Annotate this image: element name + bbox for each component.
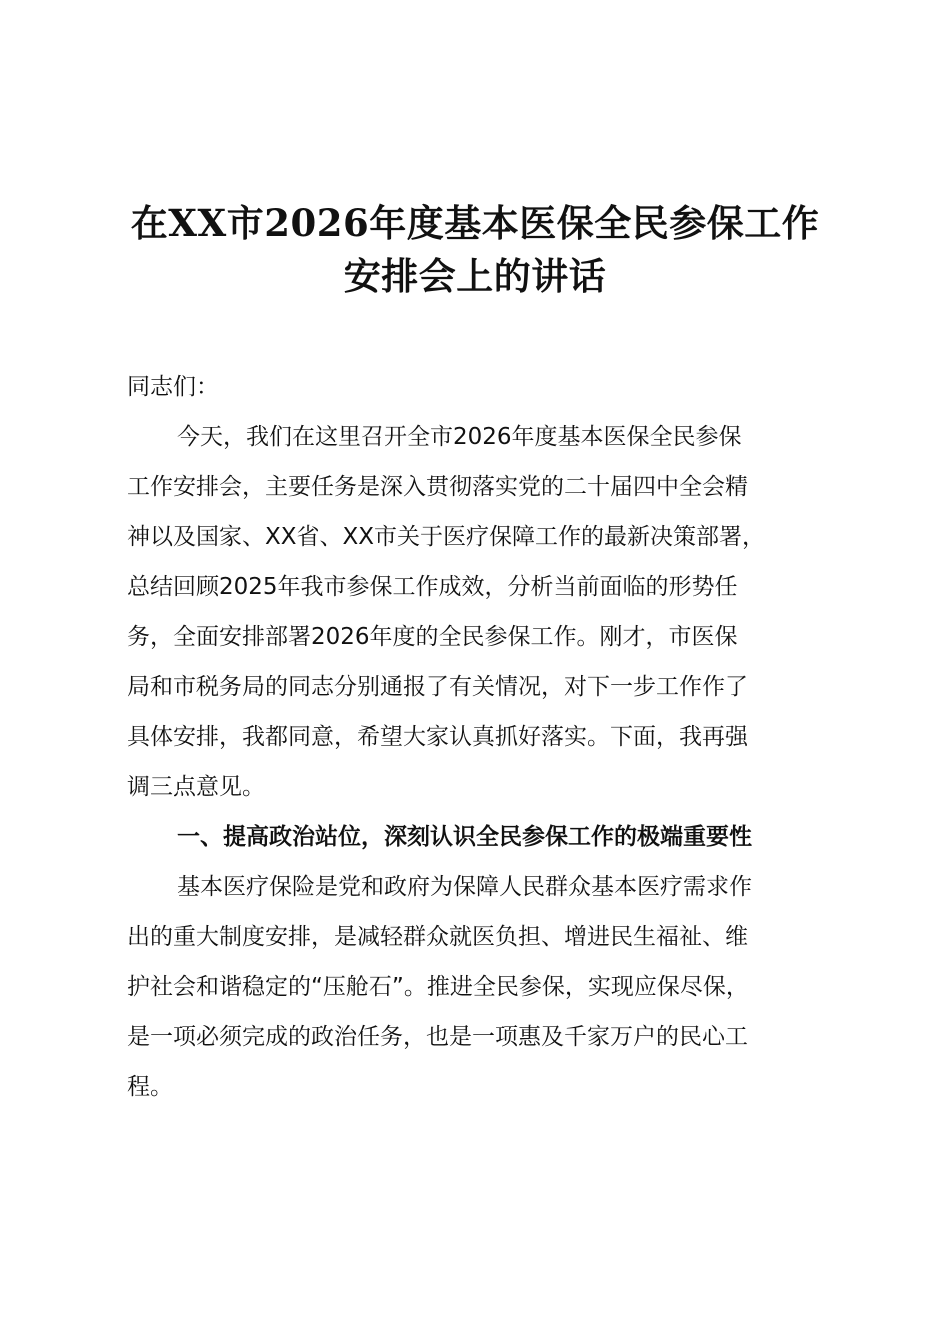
section-paragraph [127, 862, 823, 1112]
paragraph-line: 具体安排，我都同意，希望大家认真抓好落实。下面，我再强 [127, 724, 748, 750]
paragraph-line: 今天，我们在这里召开全市2026年度基本医保全民参保 [177, 424, 742, 450]
paragraph-line: 出的重大制度安排，是减轻群众就医负担、增进民生福祉、维 [127, 924, 748, 950]
opening-paragraph [127, 412, 823, 812]
speech-title [100, 197, 850, 303]
paragraph-line: 是一项必须完成的政治任务，也是一项惠及千家万户的民心工 [127, 1024, 748, 1050]
paragraph-line: 调三点意见。 [127, 774, 265, 800]
title-line-2: 安排会上的讲话 [343, 254, 607, 298]
paragraph-line: 局和市税务局的同志分别通报了有关情况，对下一步工作作了 [127, 674, 748, 700]
paragraph-line: 神以及国家、XX省、XX市关于医疗保障工作的最新决策部署， [127, 524, 766, 550]
paragraph-line: 工作安排会，主要任务是深入贯彻落实党的二十届四中全会精 [127, 474, 748, 500]
title-line-1: 在XX市2026年度基本医保全民参保工作 [130, 201, 820, 245]
speech-body [127, 362, 823, 1112]
paragraph-line: 程。 [127, 1074, 173, 1100]
paragraph-line: 护社会和谐稳定的“压舱石”。推进全民参保，实现应保尽保， [127, 974, 749, 1000]
paragraph-line: 基本医疗保险是党和政府为保障人民群众基本医疗需求作 [177, 874, 752, 900]
section-heading: 一、提高政治站位，深刻认识全民参保工作的极端重要性 [177, 824, 752, 850]
paragraph-line: 务，全面安排部署2026年度的全民参保工作。刚才，市医保 [127, 624, 738, 650]
salutation: 同志们： [127, 374, 219, 400]
paragraph-line: 总结回顾2025年我市参保工作成效，分析当前面临的形势任 [127, 574, 738, 600]
